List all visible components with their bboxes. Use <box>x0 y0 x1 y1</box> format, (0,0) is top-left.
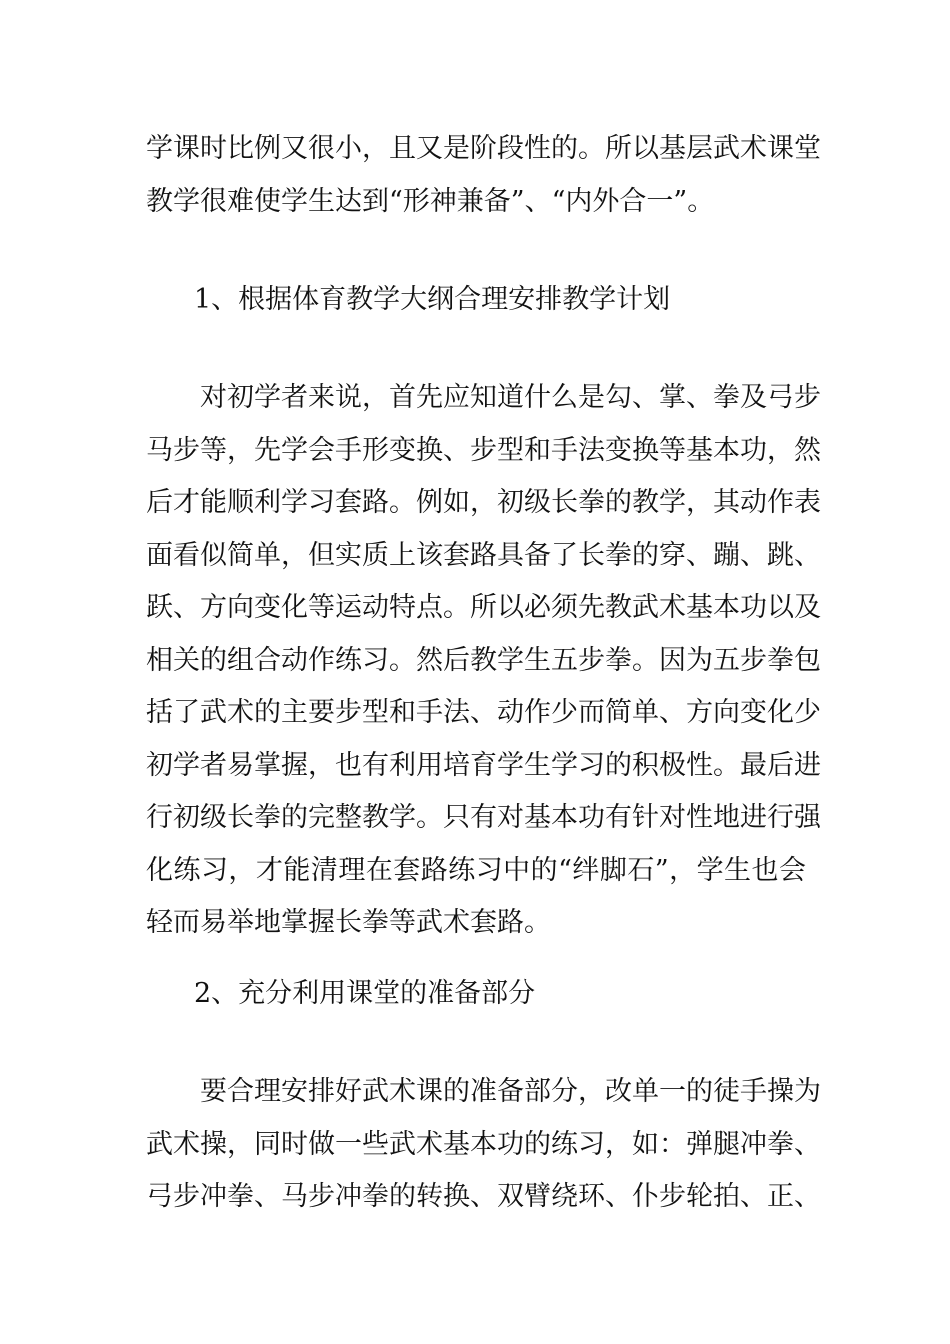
intro-paragraph <box>146 123 821 228</box>
paragraph-1 <box>146 372 821 950</box>
paragraph-2 <box>146 1066 821 1224</box>
paragraph-line: 武术操，同时做一些武术基本功的练习，如：弹腿冲拳、 <box>146 1128 821 1160</box>
paragraph-line: 弓步冲拳、马步冲拳的转换、双臂绕环、仆步轮拍、正、 <box>146 1181 821 1212</box>
paragraph-line: 跃、方向变化等运动特点。所以必须先教武术基本功以及 <box>146 592 821 623</box>
section-heading-1: 1、根据体育教学大纲合理安排教学计划 <box>194 284 671 315</box>
paragraph-line: 面看似简单，但实质上该套路具备了长拳的穿、蹦、跳、 <box>146 539 821 571</box>
paragraph-line: 对初学者来说，首先应知道什么是勾、掌、拳及弓步 <box>146 382 821 413</box>
paragraph-line: 要合理安排好武术课的准备部分，改单一的徒手操为 <box>146 1076 821 1107</box>
paragraph-line: 后才能顺利学习套路。例如，初级长拳的教学，其动作表 <box>146 487 821 518</box>
paragraph-line: 化练习，才能清理在套路练习中的“绊脚石”，学生也会 <box>146 854 806 886</box>
paragraph-line: 相关的组合动作练习。然后教学生五步拳。因为五步拳包 <box>146 644 821 676</box>
paragraph-line: 教学很难使学生达到“形神兼备”、“内外合一”。 <box>146 185 715 217</box>
paragraph-line: 括了武术的主要步型和手法、动作少而简单、方向变化少 <box>146 697 821 728</box>
section-heading-2: 2、充分利用课堂的准备部分 <box>194 978 536 1009</box>
paragraph-line: 行初级长拳的完整教学。只有对基本功有针对性地进行强 <box>146 802 821 833</box>
paragraph-line: 马步等，先学会手形变换、步型和手法变换等基本功，然 <box>146 434 821 466</box>
paragraph-line: 初学者易掌握，也有利用培育学生学习的积极性。最后进 <box>146 749 821 781</box>
paragraph-line: 轻而易举地掌握长拳等武术套路。 <box>146 907 551 938</box>
paragraph-line: 学课时比例又很小，且又是阶段性的。所以基层武术课堂 <box>146 133 821 164</box>
